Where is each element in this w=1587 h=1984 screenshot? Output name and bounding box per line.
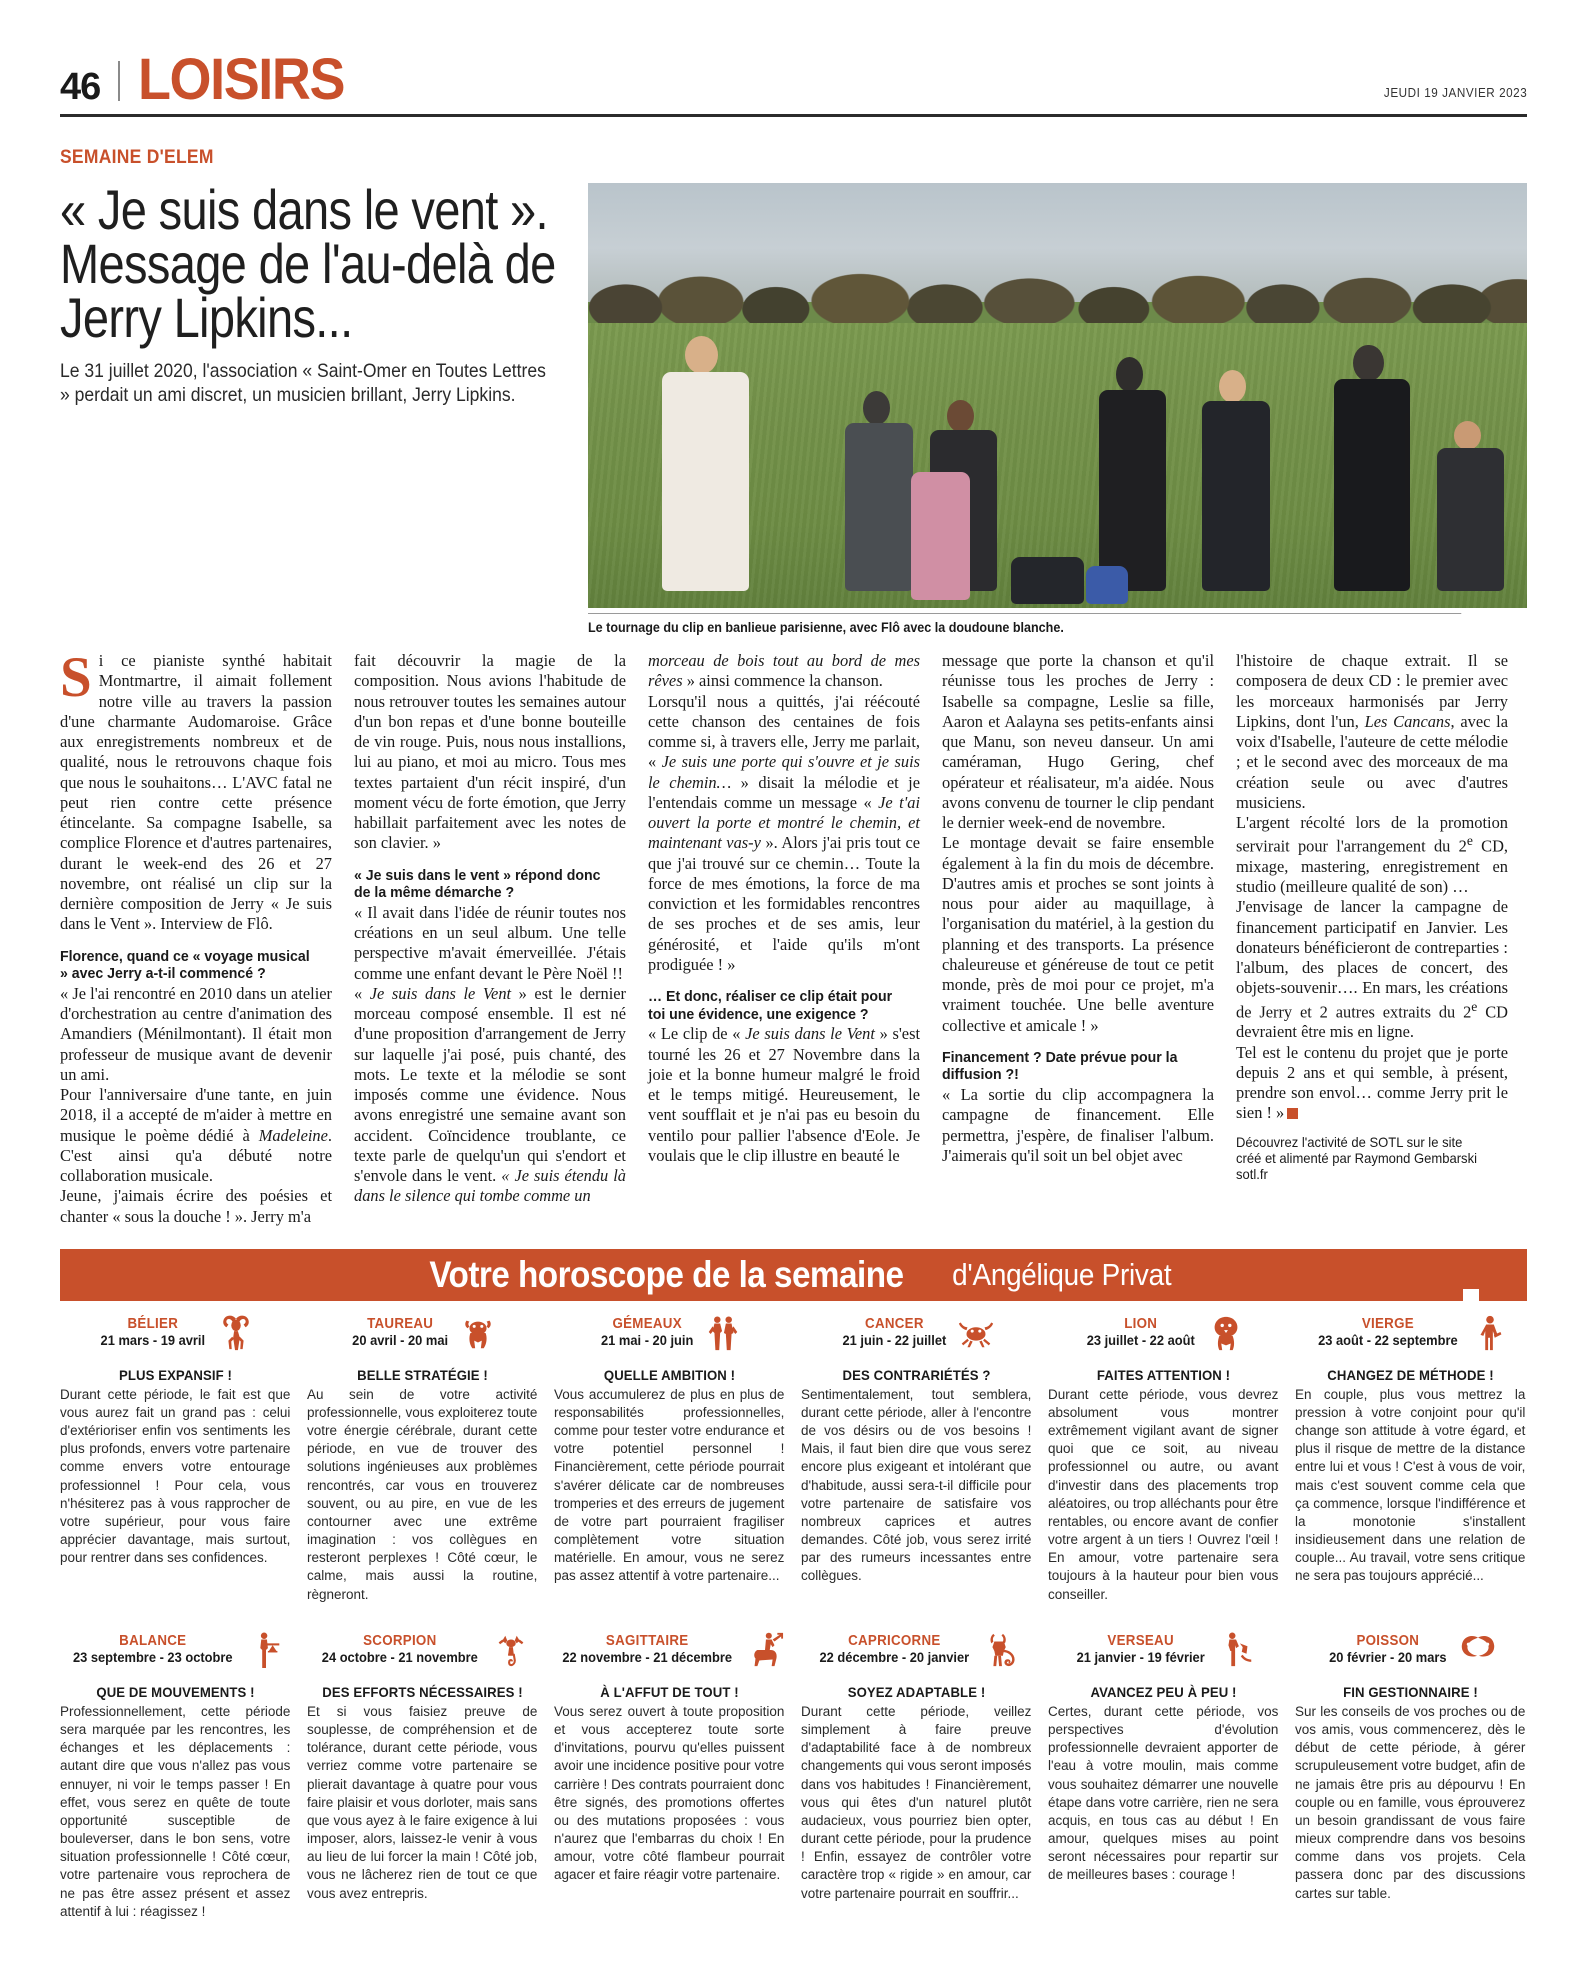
masthead-rule (60, 114, 1527, 117)
paragraph (354, 984, 626, 1207)
zodiac-sign-capricorne (801, 1630, 1032, 1670)
horoscope-heading: BELLE STRATÉGIE ! (357, 1366, 488, 1383)
end-mark-icon (1287, 1108, 1298, 1119)
ordinal-superscript: e (1471, 998, 1478, 1014)
horoscope-heading: SOYEZ ADAPTABLE ! (847, 1683, 986, 1700)
photo-caption: Le tournage du clip en banlieue parisienne, avec Flô avec la doudoune blanche. (588, 613, 1461, 635)
horoscope-text: Vous serez ouvert à toute proposition et vous accepterez toute sorte d'invitations, pourvu qu'elles puissent avoir une incidence positive pour votre carrière ! Des contrats pourraient donc être signés, des promotions offertes ou des mutations proposées : vous n'aurez que l'embarras du choix ! En amour, votre côté flambeur pourrait agacer et faire réagir votre partenaire. (554, 1703, 785, 1884)
zodiac-sign-lion (1048, 1313, 1279, 1353)
zodiac-sign-scorpion (307, 1630, 538, 1670)
article-header (60, 178, 1527, 635)
horoscope-text: Sentimentalement, tout semblera, durant cette période, aller à l'encontre de vos désirs ou de vos besoins ! Mais, il faut bien dire que vous serez encore plus exigeant et intolérant que d'habitude, aussi sera-t-il difficile pour votre partenaire de satisfaire vos nombreux caprices et autres demandes. Côté job, vous serez irrité par des rumeurs incessantes entre collègues. (801, 1386, 1032, 1585)
sagittarius-archer-icon (746, 1630, 784, 1670)
emphasis-run: Je suis dans le Vent (369, 983, 512, 1003)
sign-dates: 21 mai - 20 juin (600, 1332, 694, 1349)
emphasis-run: Les Cancans (1364, 711, 1451, 731)
sign-name: TAUREAU (366, 1316, 434, 1333)
horoscope-entry (60, 1367, 291, 1604)
zodiac-sign-gemeaux (554, 1313, 785, 1353)
horoscope-entry (1048, 1684, 1279, 1921)
zodiac-sign-taureau (307, 1313, 538, 1353)
aquarius-waterbearer-icon (1218, 1630, 1256, 1670)
emphasis-run: Je suis dans le Vent (745, 1024, 875, 1044)
paragraph (648, 651, 920, 692)
sign-dates: 22 décembre - 20 janvier (819, 1649, 969, 1666)
paragraph: fait découvrir la magie de la composition. Nous avions l'habitude de nous retrouver toutes les semaines autour d'un bon repas et d'une bonne bouteille de vin rouge. Puis, nous nous installions, lui au piano, et moi au micro. Tous mes textes partaient d'un récit inspiré, d'un moment vécu de forte émotion, que Jerry habillait parfaitement avec les notes de son clavier. » (354, 651, 626, 853)
body-column-3 (648, 651, 920, 1227)
horoscope-section (60, 1249, 1527, 1921)
horoscope-entry (1048, 1367, 1279, 1604)
taurus-bull-icon (459, 1313, 497, 1353)
article-photo-block (588, 183, 1527, 635)
sign-name: GÉMEAUX (612, 1316, 682, 1333)
article-credit: Découvrez l'activité de SOTL sur le site créé et alimenté par Raymond Gembarski sotl.fr (1236, 1133, 1477, 1183)
horoscope-entry (801, 1367, 1032, 1604)
sign-name: VIERGE (1361, 1316, 1415, 1333)
question-heading: Financement ? Date prévue pour la diffusion ?! (942, 1048, 1178, 1084)
text-run: Pour l'anniversaire d'une tante, en juin 2018, il a accepté de m'aider à mettre en musique le poème dédié à (60, 1085, 332, 1145)
horoscope-text: Durant cette période, veillez simplement à faire preuve d'adaptabilité face à de nombreux changements qui vous seront imposés dans vos habitudes ! Financièrement, vous qui êtes d'un naturel plutôt audacieux, vous pourriez bien opter, durant cette période, pour la prudence ! Enfin, essayez de contrôler votre caractère trop « rigide » en amour, car votre partenaire pourrait en souffrir... (801, 1703, 1032, 1902)
paragraph (648, 1024, 920, 1166)
sign-name: VERSEAU (1107, 1633, 1175, 1650)
question-heading: « Je suis dans le vent » répond donc de la même démarche ? (354, 866, 601, 902)
body-column-1 (60, 646, 332, 1227)
horoscope-text-row-2 (60, 1684, 1527, 1921)
emphasis-run: « Je suis étendu là dans le silence qui tombe comme un (354, 1166, 626, 1206)
horoscope-heading: QUE DE MOUVEMENTS ! (96, 1683, 255, 1700)
horoscope-heading: CHANGEZ DE MÉTHODE ! (1327, 1366, 1494, 1383)
zodiac-sign-verseau (1048, 1630, 1279, 1670)
zodiac-sign-vierge (1295, 1313, 1526, 1353)
horoscope-text: Durant cette période, vous devrez absolument vous montrer extrêmement vigilant avant de signer quoi que ce soit, au niveau professionnel ou autre, ou avant d'investir dans des placements trop aléatoires, ou trop alléchants pour être rentables, ou encore avant de confier votre argent à un tiers ! Ouvrez l'œil ! En amour, votre partenaire sera toujours à la hauteur pour bien vous conseiller. (1048, 1386, 1279, 1603)
paragraph: « Je l'ai rencontré en 2010 dans un atelier d'orchestration au centre d'animation des Amandiers (Ménilmontant). Il était mon professeur de musique avant de devenir un ami. (60, 983, 332, 1084)
text-run: , avec la voix d'Isabelle, l'auteure de cette mélodie ; et le second avec des morceaux de ma création seule ou avec d'autres musiciens. (1236, 711, 1508, 812)
sign-dates: 22 novembre - 21 décembre (562, 1649, 732, 1666)
photo-figure-f (1433, 421, 1508, 591)
headline-block (60, 178, 560, 635)
horoscope-entry (554, 1367, 785, 1604)
sign-dates: 21 juin - 22 juillet (842, 1332, 946, 1349)
paragraph (1236, 897, 1508, 1042)
sign-name: SCORPION (363, 1633, 437, 1650)
horoscope-heading: FAITES ATTENTION ! (1096, 1366, 1231, 1383)
horoscope-entry (554, 1684, 785, 1921)
cancer-crab-icon (957, 1313, 995, 1353)
body-column-2 (354, 651, 626, 1227)
horoscope-byline: d'Angélique Privat (952, 1256, 1172, 1292)
sign-dates: 21 mars - 19 avril (100, 1332, 206, 1349)
photo-figure-pink (907, 472, 973, 600)
horoscope-text: Professionnellement, cette période sera marquée par les rencontres, les échanges et les déplacements : autant dire que vous n'allez pas vous ennuyer, ni voir le temps passer ! En effet, vous serez en quête de toute opportunité susceptible de bouleverser, dans le bon sens, votre situation professionnelle ! Côté cœur, votre partenaire vous reprochera de ne pas être assez présent et assez attentif à lui : réagissez ! (60, 1703, 291, 1920)
sign-dates: 23 juillet - 22 août (1086, 1332, 1196, 1349)
sign-name: LION (1124, 1316, 1158, 1333)
article-body-columns (60, 646, 1527, 1227)
page-folio: 46 (60, 66, 101, 108)
article-kicker: SEMAINE D'ELEM (60, 147, 214, 168)
horoscope-entry (307, 1684, 538, 1921)
text-run: Lorsqu'il nous a quittés, j'ai réécouté cette chanson des centaines de fois comme si, à travers elle, Jerry me parlait, « (648, 691, 920, 772)
sign-name: SAGITTAIRE (605, 1633, 689, 1650)
article-headline: « Je suis dans le vent ». Message de l'au-delà de Jerry Lipkins... (60, 178, 556, 349)
horoscope-heading: FIN GESTIONNAIRE ! (1343, 1683, 1478, 1700)
article-photo (588, 183, 1527, 608)
photo-figure-d (1198, 370, 1273, 591)
text-run: . C'est ainsi qu'a débuté notre collaboration musicale. (60, 1125, 332, 1185)
masthead-divider (118, 61, 120, 101)
sign-dates: 23 août - 22 septembre (1318, 1332, 1458, 1349)
horoscope-heading: DES EFFORTS NÉCESSAIRES ! (322, 1683, 523, 1700)
body-column-5 (1236, 651, 1508, 1227)
sign-name: BÉLIER (127, 1316, 179, 1333)
capricorn-goat-icon (982, 1630, 1020, 1670)
sign-name: CAPRICORNE (847, 1633, 941, 1650)
text-run: » s'est tourné les 26 et 27 Novembre dans la joie et la bonne humeur malgré le froid et le temps mitigé. Heureusement, le vent soufflait et je n'ai pas eu besoin du ventilo pour pallier l'absence d'Eole. Je voulais que le clip illustre en beauté le (648, 1024, 920, 1165)
banner-notch (1463, 1289, 1479, 1302)
horoscope-entry (307, 1367, 538, 1604)
sign-name: CANCER (864, 1316, 924, 1333)
photo-treeline (588, 260, 1527, 328)
paragraph (648, 692, 920, 976)
zodiac-sign-balance (60, 1630, 291, 1670)
horoscope-text: Au sein de votre activité professionnelle, vous exploiterez toute votre énergie cérébrale, durant cette période, en vue de trouver des solutions ingénieuses aux problèmes rencontrés, car vous en trouverez souvent, ou au pire, en vue de les contourner avec une extrême imagination : vos collègues en resteront perplexes ! Côté cœur, le calme, mais aussi la routine, règneront. (307, 1386, 538, 1603)
text-run: » disait la mélodie et je l'entendais comme un message « (648, 772, 920, 812)
gemini-twins-icon (704, 1313, 742, 1353)
leo-lion-icon (1207, 1313, 1245, 1353)
text-run: Tel est le contenu du projet que je porte depuis 2 ans et qui semble, à présent, prendre son envol… comme Jerry prit le sien ! » (1236, 1042, 1508, 1123)
photo-figure-white-coat (654, 336, 757, 591)
issue-date: JEUDI 19 JANVIER 2023 (1383, 85, 1527, 100)
text-run: CD devraient être mis en ligne. (1236, 1002, 1508, 1042)
emphasis-run: Madeleine (258, 1125, 328, 1145)
horoscope-entry (801, 1684, 1032, 1921)
text-run: J'envisage de lancer la campagne de financement participatif en Janvier. Les donateurs bénéficieront de contreparties : l'album, des places de concert, des objets-souvenir…. En mars, les créations de Jerry et 2 autres extraits du 2 (1236, 897, 1508, 1022)
horoscope-entry (60, 1684, 291, 1921)
sign-dates: 20 avril - 20 mai (352, 1332, 448, 1349)
question-heading: Florence, quand ce « voyage musical » avec Jerry a-t-il commencé ? (60, 947, 310, 983)
horoscope-heading: AVANCEZ PEU À PEU ! (1090, 1683, 1237, 1700)
text-run: CD, mixage, mastering, enregistrement en studio (meilleure qualité de son) … (1236, 836, 1509, 897)
horoscope-title: Votre horoscope de la semaine (429, 1253, 904, 1295)
horoscope-text-row-1 (60, 1367, 1527, 1604)
horoscope-entry (1295, 1684, 1526, 1921)
zodiac-sign-poisson (1295, 1630, 1526, 1670)
horoscope-entry (1295, 1367, 1526, 1604)
horoscope-banner-wrap (60, 1249, 1527, 1301)
libra-scales-icon (247, 1630, 285, 1670)
zodiac-sign-belier (60, 1313, 291, 1353)
photo-tripod (1396, 413, 1424, 583)
zodiac-sign-cancer (801, 1313, 1032, 1353)
masthead-left (60, 47, 360, 112)
photo-bags (1011, 557, 1133, 604)
sign-dates: 21 janvier - 19 février (1076, 1649, 1206, 1666)
text-run: » ainsi commence la chanson. (682, 671, 883, 691)
text-run: ». Alors j'ai pris tout ce que j'ai trouvé sur ce chemin… Toute la force de mes émotions, la force de ma conviction et les formidables rencontres de ses proches et de ses amis, leur générosité, et l'aide qu'ils m'ont prodiguée ! » (648, 833, 920, 974)
horoscope-text: Sur les conseils de vos proches ou de vos amis, vous commencerez, dès le début de cette période, à gérer scrupuleusement votre budget, afin de ne jamais être pris au dépourvu ! En couple ou en famille, vous éprouverez un besoin grandissant de vous faire mieux comprendre dans vos besoins comme dans vos projets. Cela passera donc par des discussions cartes sur table. (1295, 1703, 1526, 1902)
paragraph (1236, 813, 1508, 897)
paragraph: « Il avait dans l'idée de réunir toutes nos créations en un seul album. Une telle perspective m'avait émerveillée. J'étais comme une enfant devant le Père Noël !! (354, 902, 626, 983)
question-heading: … Et donc, réaliser ce clip était pour toi une évidence, une exigence ? (648, 988, 893, 1023)
horoscope-heading: QUELLE AMBITION ! (603, 1366, 736, 1383)
horoscope-banner (60, 1249, 1527, 1301)
sign-dates: 24 octobre - 21 novembre (321, 1649, 479, 1666)
zodiac-sign-sagittaire (554, 1630, 785, 1670)
text-run: L'argent récolté lors de la promotion servirait pour l'arrangement du 2 (1236, 813, 1508, 856)
sign-name: POISSON (1356, 1633, 1420, 1650)
paragraph: message que porte la chanson et qu'il réunisse tous les proches de Jerry : Isabelle sa compagne, Leslie sa fille, Aaron et Aalayna ses petits-enfants ainsi que Manu, son neveu danseur. Un ami caméraman, Hugo Gering, chef opérateur et réalisateur, m'a aidée. Nous avons convenu de tourner le clip pendant le dernier week-end de novembre. (942, 651, 1214, 832)
body-column-4 (942, 651, 1214, 1227)
paragraph (1236, 651, 1508, 813)
ordinal-superscript: e (1466, 833, 1473, 849)
virgo-maiden-icon (1471, 1313, 1509, 1353)
horoscope-text: Durant cette période, le fait est que vous aurez fait un grand pas : celui d'extérioriser enfin vos sentiments les plus profonds, envers votre partenaire comme envers votre entourage professionnel ! Pour cela, vous n'hésiterez pas à vous rapprocher de votre supérieur, pour vous faire apprécier davantage, mais surtout, pour rentrer dans ses confidences. (60, 1386, 291, 1567)
sign-dates: 20 février - 20 mars (1329, 1649, 1447, 1666)
section-title: LOISIRS (138, 47, 345, 112)
lead-paragraph: Si ce pianiste synthé habitait Montmartre, il aimait follement notre ville au travers la passion d'une charmante Audomaroise. Grâce aux enregistrements nombreux et de qualité, nous le retrouvons chaque fois que nous le souhaitons… L'AVC fatal ne peut rien contre cette présence étincelante. Sa compagne Isabelle, sa complice Florence et d'autres partenaires, durant le week-end des 26 et 27 novembre, ont réalisé un clip sur la dernière composition de Jerry « Je suis dans le Vent ». Interview de Flô. (60, 646, 332, 934)
horoscope-text: Vous accumulerez de plus en plus de responsabilités professionnelles, comme pour tester votre endurance et votre potentiel personnel ! Financièrement, cette période pourrait s'avérer délicate car de nombreuses tromperies et des erreurs de jugement de votre part pourraient fragiliser complètement votre situation matérielle. En amour, vous ne serez pas assez attentif à votre partenaire... (554, 1386, 785, 1585)
paragraph: « La sortie du clip accompagnera la campagne de financement. Elle permettra, j'espère, de finaliser l'album. J'aimerais qu'il soit un bel objet avec (942, 1085, 1214, 1165)
photo-figure-a (842, 391, 917, 591)
paragraph (1236, 1043, 1508, 1124)
paragraph (60, 1085, 332, 1186)
horoscope-text: Certes, durant cette période, vos perspectives d'évolution professionnelle devraient apporter de l'eau à votre moulin, mais comme vous souhaitez démarrer une nouvelle étape dans votre carrière, rien ne sera acquis, en tous cas au début ! En amour, quelques mises au point seront nécessaires pour repartir sur de meilleures bases : courage ! (1048, 1703, 1279, 1884)
emphasis-run: Je t'ai ouvert la porte et montré le chemin, et maintenant vas-y (648, 792, 920, 853)
emphasis-run: morceau de bois tout au bord de mes rêves (648, 651, 920, 691)
zodiac-sign-row-1 (60, 1313, 1527, 1353)
horoscope-heading: DES CONTRARIÉTÉS ? (842, 1366, 991, 1383)
zodiac-sign-row-2 (60, 1630, 1527, 1670)
horoscope-heading: PLUS EXPANSIF ! (118, 1366, 233, 1383)
masthead (60, 0, 1527, 112)
scorpio-scorpion-icon (492, 1630, 530, 1670)
photo-figure-c (1095, 357, 1170, 591)
paragraph: Le montage devait se faire ensemble également à la fin du mois de décembre. D'autres amis et proches se sont joints à nous pour aider au maquillage, à l'organisation du matériel, à la gestion du planning et des transports. La présence chaleureuse et généreuse de tout ce petit monde, près de moi pour ce projet, m'a vraiment touchée. Une belle aventure collective et amicale ! » (942, 833, 1214, 1035)
text-run: « (354, 983, 370, 1003)
text-run: « Le clip de « (648, 1024, 746, 1044)
horoscope-heading: À L'AFFUT DE TOUT ! (600, 1683, 739, 1700)
horoscope-text: Et si vous faisiez preuve de souplesse, de compréhension et de tolérance, durant cette période, vous verriez comme votre partenaire se plierait davantage à quatre pour vous faire plaisir et vous dorloter, mais sans que vous ayez à le faire exigence à lui imposer, alors, laissez-le venir à vous au lieu de lui forcer la main ! Côté job, vous ne lâcherez rien de tout ce que vous avez entrepris. (307, 1703, 538, 1902)
text-run: l'histoire de chaque extrait. Il se composera de deux CD : le premier avec les morceaux harmonisés par Jerry Lipkins, dont l'un, (1236, 651, 1508, 731)
horoscope-text: En couple, plus vous mettrez la pression à votre conjoint pour qu'il change son attitude à votre égard, et plus il risque de mettre de la distance entre lui et vous ! C'est à vous de voir, mais c'est souvent comme cela que ça commence, lorsque l'indifférence et la monotonie s'installent insidieusement dans une relation de couple... Au travail, votre sens critique ne sera pas toujours apprécié... (1295, 1386, 1526, 1585)
text-run: » est le dernier morceau composé ensemble. Il est né d'une proposition d'arrangement de Jerry sur laquelle j'ai posé, puis chanté, des mots. Le texte et la mélodie se sont imposés comme une évidence. Nous avons enregistré une semaine avant son accident. Coïncidence troublante, ce texte parle de quelqu'un qui s'endort et s'envole dans le vent. (354, 983, 626, 1185)
sign-name: BALANCE (119, 1633, 187, 1650)
paragraph: Jeune, j'aimais écrire des poésies et chanter « sous la douche ! ». Jerry m'a (60, 1186, 332, 1226)
pisces-fish-icon (1459, 1630, 1497, 1670)
aries-ram-icon (217, 1313, 255, 1353)
article-standfirst: Le 31 juillet 2020, l'association « Saint-Omer en Toutes Lettres » perdait un ami discret, un musicien brillant, Jerry Lipkins. (60, 360, 546, 407)
emphasis-run: Je suis une porte qui s'ouvre et je suis le chemin… (648, 752, 920, 792)
sign-dates: 23 septembre - 23 octobre (73, 1649, 233, 1666)
